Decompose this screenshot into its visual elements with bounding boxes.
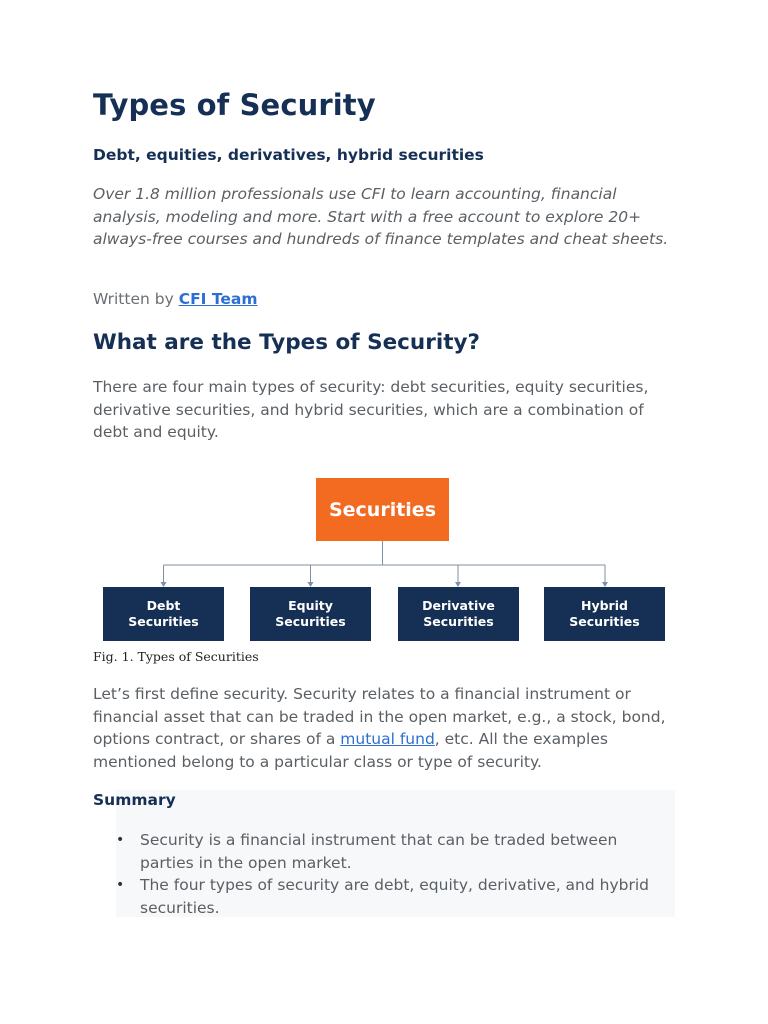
node-debt-line2: Securities [128, 614, 199, 629]
byline-prefix: Written by [93, 290, 179, 308]
diagram-node-debt [103, 587, 224, 641]
paragraph-definition-text-b: , etc. All the examples mentioned belong to a particular class or type of security. [93, 730, 608, 771]
mutual-fund-link[interactable]: mutual fund [340, 730, 435, 748]
summary-heading: Summary [93, 791, 176, 809]
bullet-icon: • [116, 832, 125, 848]
diagram-node-equity [250, 587, 371, 641]
byline [93, 290, 257, 308]
paragraph-definition [93, 683, 678, 773]
node-hybrid-line2: Securities [569, 614, 640, 629]
summary-list [116, 829, 661, 919]
node-equity-line1: Equity [288, 598, 333, 613]
figure-caption: Fig. 1. Types of Securities [93, 649, 259, 664]
bullet-icon: • [116, 877, 125, 893]
diagram-node-hybrid [544, 587, 665, 641]
page-subtitle: Debt, equities, derivatives, hybrid securities [93, 146, 484, 164]
node-derivative-line1: Derivative [422, 598, 495, 613]
node-hybrid-line1: Hybrid [581, 598, 628, 613]
page-title: Types of Security [93, 88, 376, 122]
section-heading: What are the Types of Security? [93, 330, 480, 355]
summary-item-text: Security is a financial instrument that can be traded between parties in the open market. [140, 831, 618, 872]
summary-item-text: The four types of security are debt, equity, derivative, and hybrid securities. [140, 876, 649, 917]
paragraph-intro: There are four main types of security: debt securities, equity securities, derivative securities, and hybrid securities, which are a combination of debt and equity. [93, 378, 649, 441]
author-link[interactable]: CFI Team [178, 290, 258, 308]
diagram-node-derivative [398, 587, 519, 641]
summary-item [116, 829, 661, 874]
diagram-root-node: Securities [316, 478, 449, 541]
paragraph-definition-text-a: Let’s first define security. Security relates to a financial instrument or financial asset that can be traded in the open market, e.g., a stock, bond, options contract, or shares of a [93, 685, 666, 748]
intro-text: Over 1.8 million professionals use CFI to learn accounting, financial analysis, modeling and more. Start with a free account to explore 20+ always-free courses and hundreds of finance templates and cheat sheets. [93, 185, 669, 248]
summary-item [116, 874, 661, 919]
node-debt-line1: Debt [146, 598, 181, 613]
node-derivative-line2: Securities [423, 614, 494, 629]
node-equity-line2: Securities [275, 614, 346, 629]
